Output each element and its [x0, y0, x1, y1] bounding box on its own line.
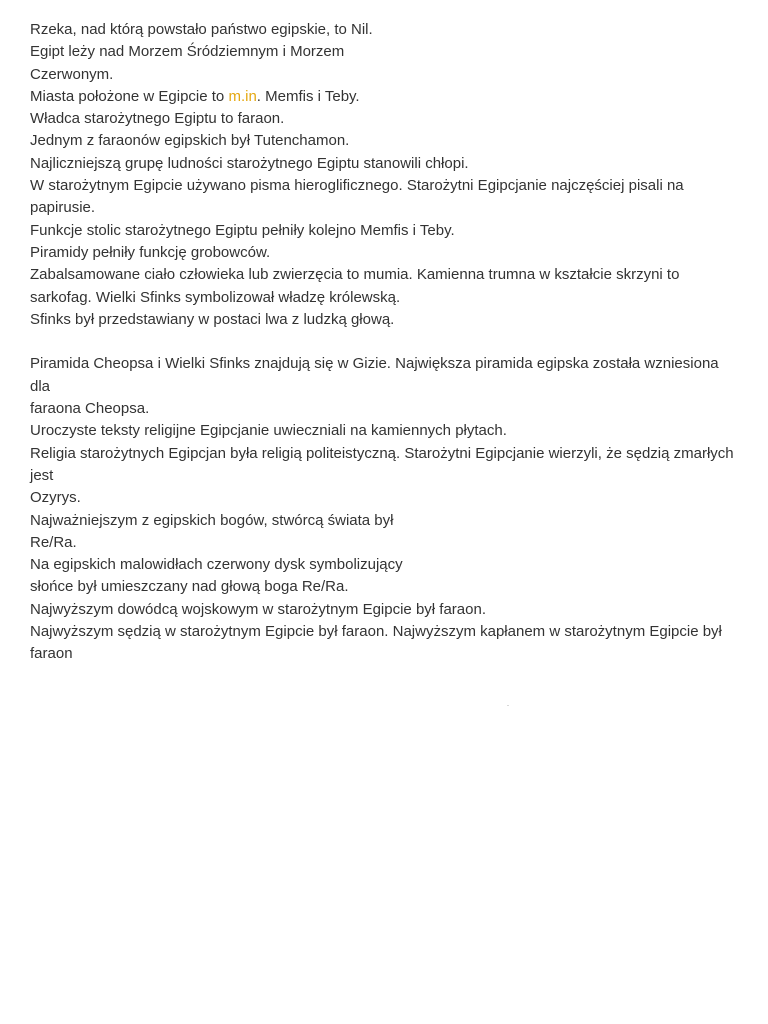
note-line: faraona Cheopsa.: [30, 400, 150, 418]
note-text-body: [30, 19, 742, 666]
blank-line: [30, 331, 742, 353]
note-line: W starożytnym Egipcie używano pisma hieroglificznego. Starożytni Egipcjanie najczęściej pisali na papirusie.: [30, 177, 688, 217]
note-line: Piramida Cheopsa i Wielki Sfinks znajdują się w Gizie. Największa piramida egipska została wzniesiona dla: [30, 355, 723, 395]
stray-mark: [507, 705, 509, 706]
note-line: Re/Ra.: [30, 533, 77, 551]
note-text: . Memfis i Teby.: [256, 87, 360, 105]
note-line: Czerwonym.: [30, 65, 114, 83]
note-line: Egipt leży nad Morzem Śródziemnym i Morzem: [30, 43, 345, 61]
note-text: Miasta położone w Egipcie to: [30, 87, 229, 105]
note-line: Sfinks był przedstawiany w postaci lwa z ludzką głową.: [30, 310, 395, 328]
note-line: Na egipskich malowidłach czerwony dysk symbolizujący: [30, 556, 403, 574]
note-line: Religia starożytnych Egipcjan była religią politeistyczną. Starożytni Egipcjanie wierzyli, że sędzią zmarłych jest: [30, 444, 738, 484]
note-line: Ozyrys.: [30, 489, 81, 507]
note-line: Uroczyste teksty religijne Egipcjanie uwieczniali na kamiennych płytach.: [30, 422, 507, 440]
note-line: Jednym z faraonów egipskich był Tutenchamon.: [30, 132, 350, 150]
note-line: Piramidy pełniły funkcję grobowców.: [30, 243, 271, 261]
note-line: Rzeka, nad którą powstało państwo egipskie, to Nil.: [30, 21, 373, 38]
note-line: Najważniejszym z egipskich bogów, stwórcą świata był: [30, 511, 394, 529]
note-line: Najwyższym sędzią w starożytnym Egipcie był faraon. Najwyższym kapłanem w starożytnym Egipcie był faraon: [30, 623, 727, 663]
note-line: słońce był umieszczany nad głową boga Re/Ra.: [30, 578, 349, 596]
note-line: Najwyższym dowódcą wojskowym w starożytnym Egipcie był faraon.: [30, 600, 486, 618]
note-line: Władca starożytnego Egiptu to faraon.: [30, 110, 285, 128]
min-link[interactable]: m.in: [228, 87, 257, 105]
note-line-with-link: [30, 86, 742, 108]
note-line: Zabalsamowane ciało człowieka lub zwierzęcia to mumia. Kamienna trumna w kształcie skrzyni to sarkofag. Wielki Sfinks symbolizował władzę królewską.: [30, 266, 684, 306]
note-line: Najliczniejszą grupę ludności starożytnego Egiptu stanowili chłopi.: [30, 154, 469, 172]
note-line: Funkcje stolic starożytnego Egiptu pełniły kolejno Memfis i Teby.: [30, 221, 455, 239]
